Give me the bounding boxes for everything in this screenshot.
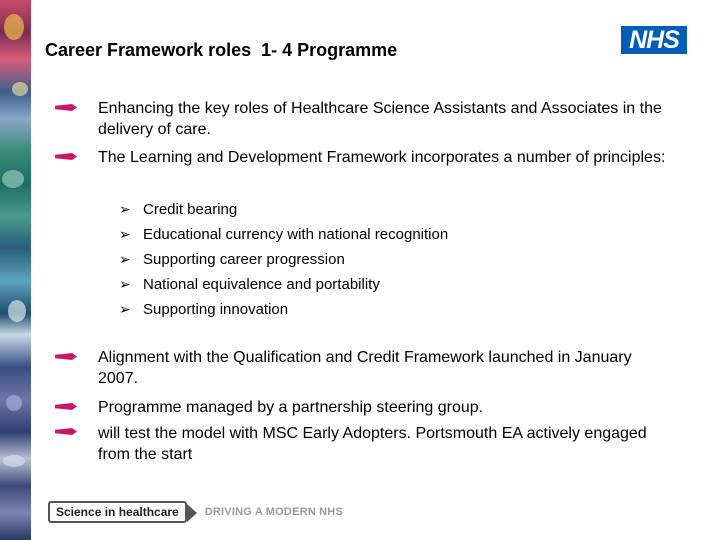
footer-tagline: DRIVING A MODERN NHS [204,506,343,518]
chevron-right-icon: ➢ [119,251,131,267]
principle-item [119,200,237,219]
bullet-arrow-icon [55,353,77,360]
chevron-right-icon: ➢ [119,301,131,317]
chevron-right-icon: ➢ [119,201,131,217]
principle-label: Credit bearing [143,201,238,218]
principle-label: Educational currency with national recognition [143,226,449,243]
bullet-arrow-icon [55,104,77,111]
bullet-text: The Learning and Development Framework incorporates a number of principles: [98,149,666,166]
bullet-text: will test the model with MSC Early Adopters. Portsmouth EA actively engaged from the start [98,425,647,463]
chevron-right-icon: ➢ [119,276,131,292]
principle-label: Supporting career progression [143,251,345,268]
bullet-arrow-icon [55,153,77,160]
science-in-healthcare-logo: Science in healthcare [48,501,187,523]
collage-shape [3,455,25,467]
principle-item [119,225,448,244]
principle-label: National equivalence and portability [143,276,380,293]
collage-shape [2,170,24,188]
principle-item [119,300,288,319]
principle-label: Supporting innovation [143,301,289,318]
bullet-arrow-icon [55,428,77,435]
bullet-text: Programme managed by a partnership steering group. [98,399,484,416]
collage-shape [6,395,22,411]
collage-shape [8,300,26,322]
nhs-logo: NHS [621,26,687,54]
bullet-arrow-icon [55,403,77,410]
collage-shape [12,82,28,96]
bullet-text: Alignment with the Qualification and Credit Framework launched in January 2007. [98,349,632,387]
page-title: Career Framework roles 1- 4 Programme [45,40,398,60]
principle-item [119,275,380,294]
decorative-collage-strip [0,0,31,540]
bullet-text: Enhancing the key roles of Healthcare Science Assistants and Associates in the delivery of care. [98,100,662,138]
chevron-right-icon: ➢ [119,226,131,242]
collage-shape [4,14,24,40]
footer [48,500,343,524]
principle-item [119,250,345,269]
